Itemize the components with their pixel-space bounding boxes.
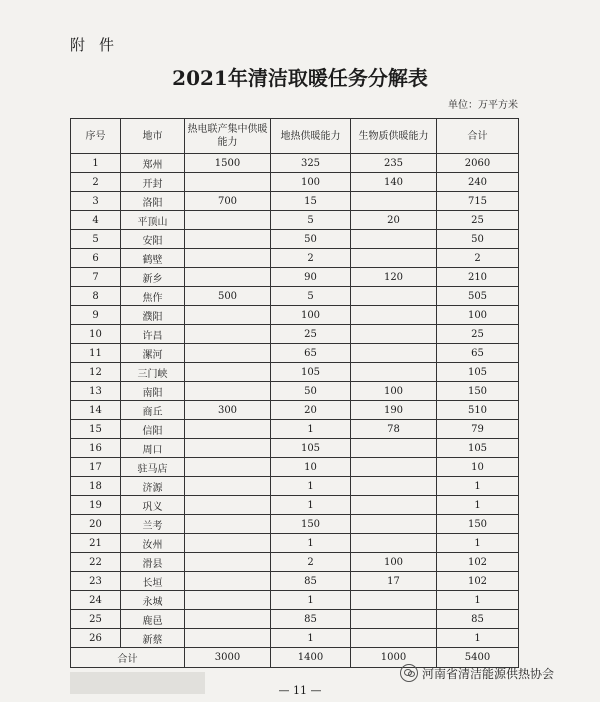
cell-total: 1 <box>437 629 519 648</box>
cell-biomass: 100 <box>351 382 437 401</box>
total-biomass: 1000 <box>351 648 437 668</box>
cell-total: 510 <box>437 401 519 420</box>
table-row <box>71 610 519 629</box>
cell-geothermal: 20 <box>271 401 351 420</box>
cell-city: 长垣 <box>121 572 185 591</box>
total-chp: 3000 <box>185 648 271 668</box>
table-row <box>71 401 519 420</box>
cell-index: 19 <box>71 496 121 515</box>
watermark-text: 河南省清洁能源供热协会 <box>422 666 555 681</box>
table-row <box>71 439 519 458</box>
cell-total: 505 <box>437 287 519 306</box>
cell-chp <box>185 458 271 477</box>
cell-biomass <box>351 249 437 268</box>
cell-total: 715 <box>437 192 519 211</box>
cell-total: 10 <box>437 458 519 477</box>
header-geothermal: 地热供暖能力 <box>271 119 351 154</box>
cell-total: 25 <box>437 211 519 230</box>
cell-index: 5 <box>71 230 121 249</box>
cell-geothermal: 1 <box>271 420 351 439</box>
cell-index: 21 <box>71 534 121 553</box>
cell-index: 20 <box>71 515 121 534</box>
cell-chp <box>185 610 271 629</box>
cell-city: 新乡 <box>121 268 185 287</box>
cell-index: 23 <box>71 572 121 591</box>
cell-chp <box>185 306 271 325</box>
cell-total: 150 <box>437 515 519 534</box>
cell-total: 65 <box>437 344 519 363</box>
cell-index: 17 <box>71 458 121 477</box>
header-chp: 热电联产集中供暖能力 <box>185 119 271 154</box>
cell-geothermal: 150 <box>271 515 351 534</box>
cell-geothermal: 100 <box>271 306 351 325</box>
cell-biomass <box>351 306 437 325</box>
cell-total: 1 <box>437 591 519 610</box>
cell-chp <box>185 211 271 230</box>
cell-index: 26 <box>71 629 121 648</box>
cell-index: 24 <box>71 591 121 610</box>
cell-biomass <box>351 439 437 458</box>
cell-total: 150 <box>437 382 519 401</box>
cell-index: 4 <box>71 211 121 230</box>
cell-index: 25 <box>71 610 121 629</box>
table-row <box>71 458 519 477</box>
cell-city: 漯河 <box>121 344 185 363</box>
cell-chp <box>185 534 271 553</box>
cell-index: 22 <box>71 553 121 572</box>
cell-city: 驻马店 <box>121 458 185 477</box>
cell-biomass <box>351 477 437 496</box>
cell-index: 12 <box>71 363 121 382</box>
table-row <box>71 211 519 230</box>
cell-biomass <box>351 458 437 477</box>
cell-biomass <box>351 496 437 515</box>
cell-biomass <box>351 325 437 344</box>
cell-geothermal: 105 <box>271 363 351 382</box>
wechat-icon <box>400 664 418 682</box>
document-title: 2021年清洁取暖任务分解表 <box>172 66 428 90</box>
cell-geothermal: 1 <box>271 496 351 515</box>
cell-chp <box>185 382 271 401</box>
cell-chp <box>185 496 271 515</box>
cell-chp <box>185 363 271 382</box>
cell-biomass <box>351 629 437 648</box>
cell-biomass: 17 <box>351 572 437 591</box>
table-row <box>71 306 519 325</box>
cell-geothermal: 105 <box>271 439 351 458</box>
cell-biomass: 190 <box>351 401 437 420</box>
cell-chp <box>185 249 271 268</box>
cell-biomass: 120 <box>351 268 437 287</box>
table-row <box>71 515 519 534</box>
table-row <box>71 192 519 211</box>
cell-geothermal: 85 <box>271 610 351 629</box>
table-row <box>71 572 519 591</box>
heating-task-table <box>70 118 519 668</box>
cell-city: 濮阳 <box>121 306 185 325</box>
cell-geothermal: 1 <box>271 534 351 553</box>
header-total: 合计 <box>437 119 519 154</box>
table-header-row <box>71 119 519 154</box>
table-row <box>71 287 519 306</box>
cell-index: 13 <box>71 382 121 401</box>
cell-chp <box>185 268 271 287</box>
cell-city: 开封 <box>121 173 185 192</box>
cell-city: 平顶山 <box>121 211 185 230</box>
total-label: 合计 <box>71 648 185 668</box>
cell-total: 2060 <box>437 154 519 173</box>
cell-total: 79 <box>437 420 519 439</box>
cell-geothermal: 10 <box>271 458 351 477</box>
table-row <box>71 268 519 287</box>
cell-geothermal: 50 <box>271 382 351 401</box>
cell-chp <box>185 553 271 572</box>
cell-geothermal: 50 <box>271 230 351 249</box>
cell-index: 6 <box>71 249 121 268</box>
cell-geothermal: 15 <box>271 192 351 211</box>
cell-biomass <box>351 534 437 553</box>
table-row <box>71 420 519 439</box>
cell-city: 郑州 <box>121 154 185 173</box>
cell-chp <box>185 515 271 534</box>
table-row <box>71 553 519 572</box>
cell-geothermal: 65 <box>271 344 351 363</box>
cell-total: 102 <box>437 553 519 572</box>
cell-city: 兰考 <box>121 515 185 534</box>
cell-chp <box>185 325 271 344</box>
cell-city: 滑县 <box>121 553 185 572</box>
cell-chp <box>185 591 271 610</box>
cell-city: 洛阳 <box>121 192 185 211</box>
table-row <box>71 363 519 382</box>
table-row <box>71 249 519 268</box>
cell-geothermal: 1 <box>271 477 351 496</box>
cell-city: 信阳 <box>121 420 185 439</box>
table-row <box>71 173 519 192</box>
table-row <box>71 382 519 401</box>
header-index: 序号 <box>71 119 121 154</box>
cell-biomass <box>351 192 437 211</box>
cell-geothermal: 2 <box>271 553 351 572</box>
cell-index: 18 <box>71 477 121 496</box>
cell-city: 南阳 <box>121 382 185 401</box>
cell-chp <box>185 230 271 249</box>
header-city: 地市 <box>121 119 185 154</box>
cell-total: 1 <box>437 496 519 515</box>
cell-biomass <box>351 515 437 534</box>
table-row <box>71 534 519 553</box>
cell-city: 三门峡 <box>121 363 185 382</box>
cell-city: 安阳 <box>121 230 185 249</box>
cell-chp <box>185 629 271 648</box>
cell-total: 102 <box>437 572 519 591</box>
cell-index: 7 <box>71 268 121 287</box>
cell-geothermal: 325 <box>271 154 351 173</box>
cell-city: 巩义 <box>121 496 185 515</box>
cell-biomass <box>351 591 437 610</box>
cell-city: 商丘 <box>121 401 185 420</box>
cell-geothermal: 25 <box>271 325 351 344</box>
table-row <box>71 496 519 515</box>
cell-geothermal: 5 <box>271 287 351 306</box>
cell-chp <box>185 477 271 496</box>
cell-index: 11 <box>71 344 121 363</box>
table-row <box>71 230 519 249</box>
cell-chp <box>185 439 271 458</box>
cell-geothermal: 1 <box>271 591 351 610</box>
cell-geothermal: 1 <box>271 629 351 648</box>
cell-total: 1 <box>437 534 519 553</box>
cell-biomass <box>351 230 437 249</box>
cell-chp <box>185 420 271 439</box>
cell-chp <box>185 572 271 591</box>
cell-geothermal: 5 <box>271 211 351 230</box>
cell-biomass: 78 <box>351 420 437 439</box>
cell-biomass: 140 <box>351 173 437 192</box>
cell-index: 15 <box>71 420 121 439</box>
page-number: — 11 — <box>278 684 322 697</box>
cell-total: 105 <box>437 439 519 458</box>
cell-index: 2 <box>71 173 121 192</box>
cell-chp: 300 <box>185 401 271 420</box>
cell-geothermal: 2 <box>271 249 351 268</box>
cell-total: 105 <box>437 363 519 382</box>
cell-total: 25 <box>437 325 519 344</box>
cell-geothermal: 90 <box>271 268 351 287</box>
attachment-label: 附件 <box>70 36 129 54</box>
total-geothermal: 1400 <box>271 648 351 668</box>
cell-city: 新蔡 <box>121 629 185 648</box>
cell-biomass <box>351 287 437 306</box>
cell-city: 周口 <box>121 439 185 458</box>
cell-biomass <box>351 610 437 629</box>
cell-geothermal: 100 <box>271 173 351 192</box>
cell-total: 100 <box>437 306 519 325</box>
cell-biomass <box>351 344 437 363</box>
cell-city: 焦作 <box>121 287 185 306</box>
cell-city: 汝州 <box>121 534 185 553</box>
cell-city: 鹿邑 <box>121 610 185 629</box>
cell-biomass <box>351 363 437 382</box>
cell-biomass: 100 <box>351 553 437 572</box>
table-row <box>71 325 519 344</box>
table-row <box>71 344 519 363</box>
cell-total: 2 <box>437 249 519 268</box>
cell-index: 3 <box>71 192 121 211</box>
unit-label: 单位：万平方米 <box>448 100 518 111</box>
cell-city: 许昌 <box>121 325 185 344</box>
cell-city: 鹤壁 <box>121 249 185 268</box>
cell-city: 永城 <box>121 591 185 610</box>
cell-chp: 500 <box>185 287 271 306</box>
cell-biomass: 235 <box>351 154 437 173</box>
table-row <box>71 477 519 496</box>
total-sum: 5400 <box>437 648 519 668</box>
cell-total: 210 <box>437 268 519 287</box>
cell-index: 10 <box>71 325 121 344</box>
cell-chp <box>185 173 271 192</box>
cell-city: 济源 <box>121 477 185 496</box>
cell-chp <box>185 344 271 363</box>
header-biomass: 生物质供暖能力 <box>351 119 437 154</box>
cell-index: 8 <box>71 287 121 306</box>
cell-chp: 1500 <box>185 154 271 173</box>
watermark-logo <box>400 664 554 682</box>
cell-index: 1 <box>71 154 121 173</box>
table-row <box>71 591 519 610</box>
cell-total: 240 <box>437 173 519 192</box>
cell-chp: 700 <box>185 192 271 211</box>
cell-index: 9 <box>71 306 121 325</box>
table-row <box>71 629 519 648</box>
cell-index: 16 <box>71 439 121 458</box>
cell-index: 14 <box>71 401 121 420</box>
table-row <box>71 154 519 173</box>
cell-total: 85 <box>437 610 519 629</box>
cell-biomass: 20 <box>351 211 437 230</box>
cell-total: 50 <box>437 230 519 249</box>
cell-geothermal: 85 <box>271 572 351 591</box>
cell-total: 1 <box>437 477 519 496</box>
